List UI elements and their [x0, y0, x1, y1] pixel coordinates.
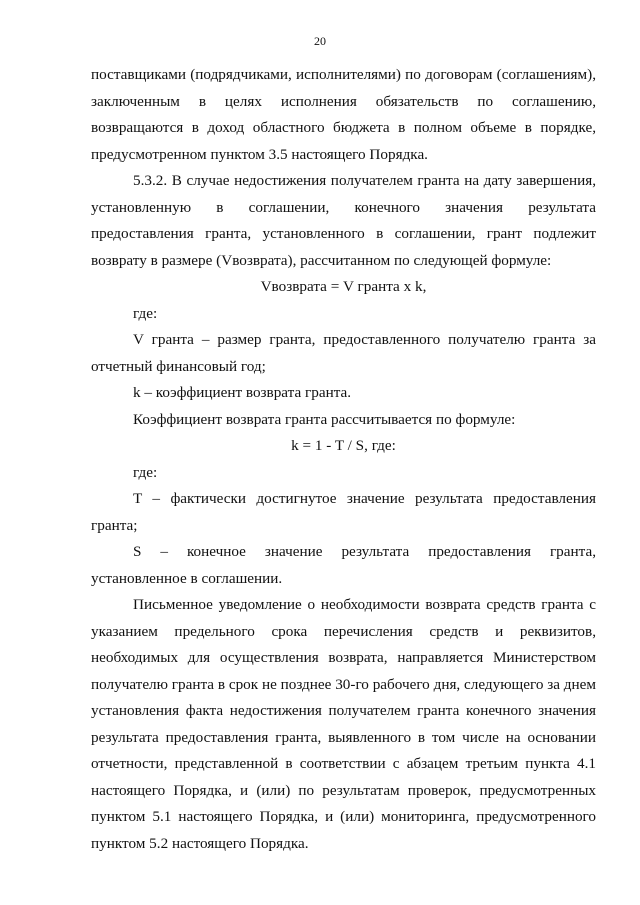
formula-coefficient: k = 1 - T / S, где: [291, 437, 396, 454]
paragraph-5-3-2 [91, 168, 596, 274]
paragraph-coefficient-intro [91, 407, 596, 434]
text-line: 5.3.2. В случае недостижения получателем гранта на дату завершения, [133, 172, 596, 189]
text-line: Коэффициент возврата гранта рассчитывается по формуле: [133, 410, 516, 428]
text-line: настоящего Порядка, и (или) по результатам проверок, предусмотренных [91, 781, 596, 799]
paragraph-definition-v-grant [91, 327, 596, 380]
paragraph-refund-continuation [91, 62, 596, 168]
text-line: установленную в соглашении, конечного значения результата [91, 198, 596, 216]
paragraph-where-2 [91, 460, 596, 487]
text-line: необходимых для осуществления возврата, направляется Министерством [91, 649, 596, 666]
text-line: Письменное уведомление о необходимости возврата средств гранта с [133, 596, 596, 613]
text-line: установленное в соглашении. [91, 569, 283, 587]
text-line: результата предоставления гранта, выявленного в том числе на основании [91, 728, 596, 746]
text-line: отчетности, представленной в соответствии с абзацем третьим пункта 4.1 [91, 755, 596, 772]
paragraph-definition-t [91, 486, 596, 539]
text-line: поставщиками (подрядчиками, исполнителями) по договорам (соглашениям), [91, 66, 596, 83]
text-line: установления факта недостижения получателем гранта конечного значения [91, 702, 596, 719]
paragraph-definition-s [91, 539, 596, 592]
formula-refund-amount: Vвозврата = V гранта x k, [260, 278, 427, 295]
text-line: предоставления гранта, установленного в соглашении, грант подлежит [91, 225, 596, 242]
text-line: гранта; [91, 516, 138, 534]
document-body [91, 62, 596, 857]
text-line: предусмотренном пунктом 3.5 настоящего Порядка. [91, 145, 428, 163]
paragraph-where [91, 301, 596, 328]
text-line: указанием предельного срока перечисления средств и реквизитов, [91, 622, 596, 640]
text-line: получателю гранта в срок не позднее 30-го рабочего дня, следующего за днем [91, 675, 596, 693]
page-number: 20 [314, 34, 326, 48]
text-line: V гранта – размер гранта, предоставленного получателю гранта за [133, 331, 596, 348]
text-line: возврату в размере (Vвозврата), рассчитанном по следующей формуле: [91, 251, 552, 269]
text-line: заключенным в целях исполнения обязательств по соглашению, [91, 92, 596, 110]
text-line: отчетный финансовый год; [91, 357, 266, 375]
text-line: S – конечное значение результата предоставления гранта, [133, 543, 596, 560]
text-line: k – коэффициент возврата гранта. [133, 384, 352, 401]
text-line: где: [133, 304, 158, 322]
paragraph-written-notice [91, 592, 596, 857]
text-line: возвращаются в доход областного бюджета в полном объеме в порядке, [91, 119, 596, 136]
text-line: T – фактически достигнутое значение результата предоставления [133, 490, 596, 507]
text-line: пунктом 5.1 настоящего Порядка, и (или) мониторинга, предусмотренного [91, 808, 596, 825]
text-line: где: [133, 463, 158, 481]
paragraph-definition-k [91, 380, 596, 407]
text-line: пунктом 5.2 настоящего Порядка. [91, 834, 309, 852]
